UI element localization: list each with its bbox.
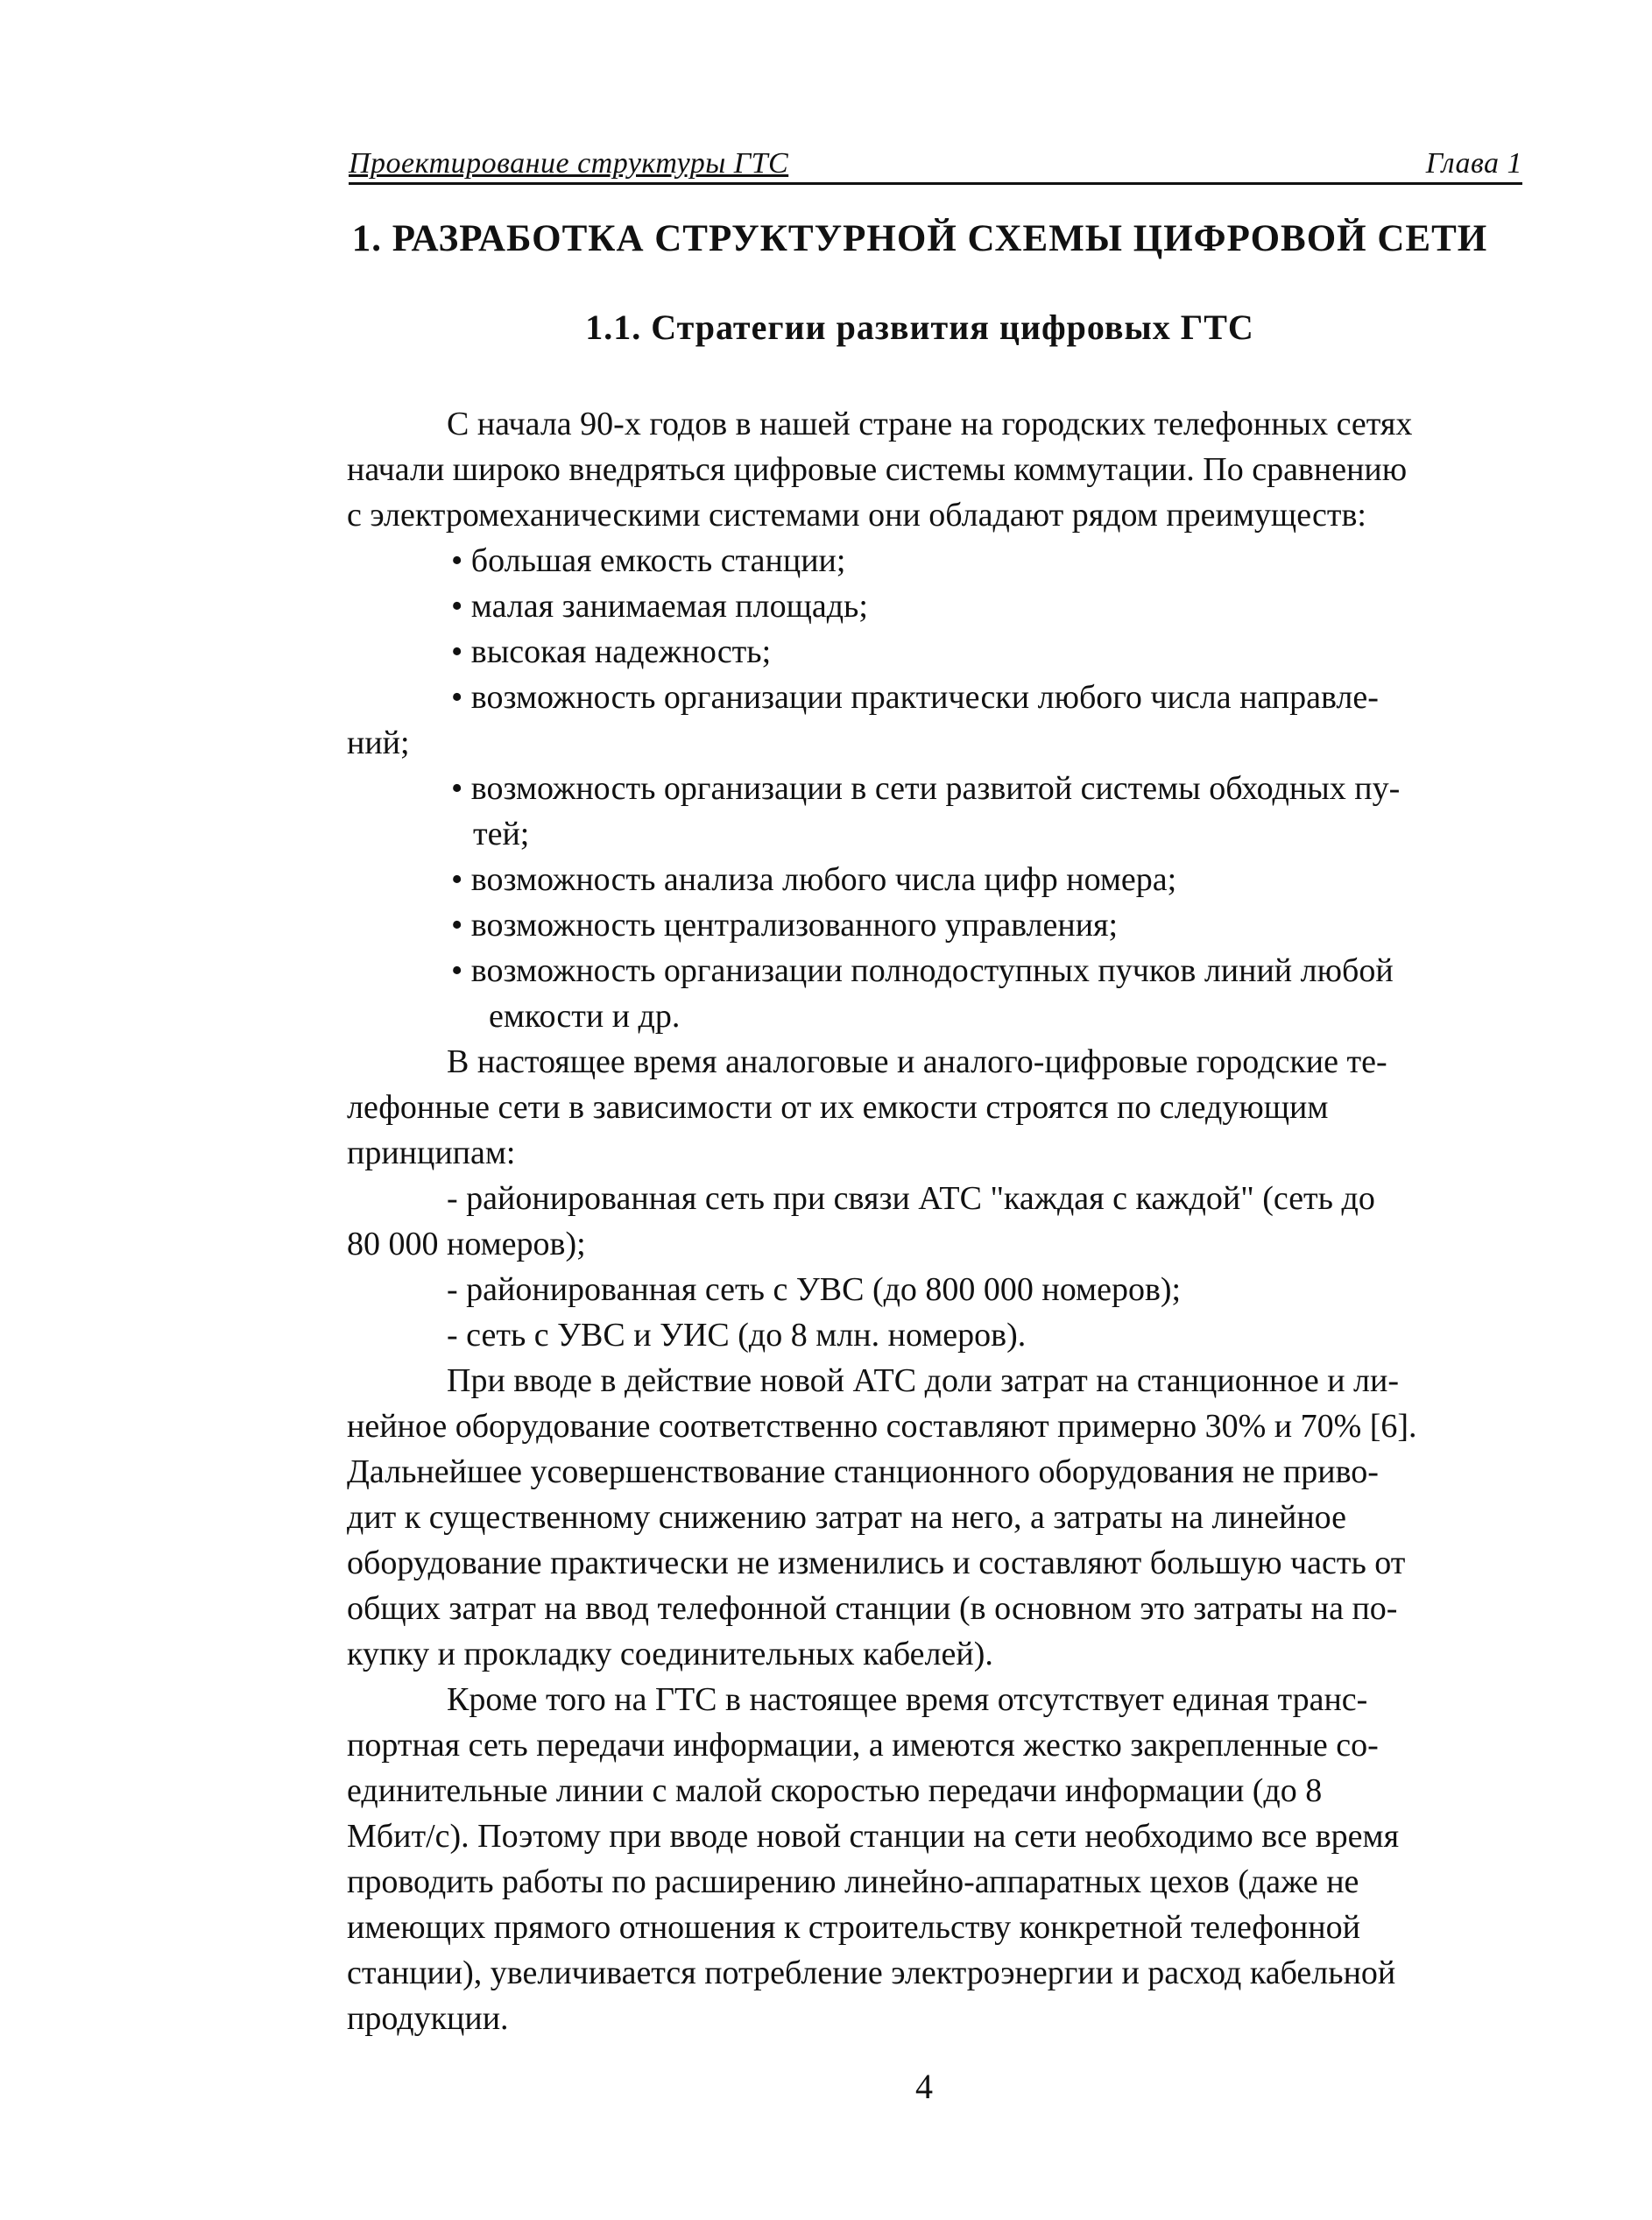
text-line: нейное оборудование соответственно составляют примерно 30% и 70% [6]. xyxy=(347,1408,1417,1445)
list-item: - районированная сеть с УВС (до 800 000 номеров); xyxy=(447,1271,1182,1308)
text-line: единительные линии с малой скоростью передачи информации (до 8 xyxy=(347,1772,1323,1809)
text-line: с электромеханическими системами они обладают рядом преимуществ: xyxy=(347,497,1366,534)
text-line: Дальнейшее усовершенствование станционного оборудования не приво- xyxy=(347,1453,1379,1490)
list-item: - сеть с УВС и УИС (до 8 млн. номеров). xyxy=(447,1317,1027,1354)
list-item: • возможность анализа любого числа цифр номера; xyxy=(451,861,1177,898)
section-title: 1.1. Стратегии развития цифровых ГТС xyxy=(585,308,1254,347)
text-line: продукции. xyxy=(347,2000,509,2037)
list-item: - районированная сеть при связи АТС "каждая с каждой" (сеть до xyxy=(447,1180,1375,1217)
text-line: Мбит/с). Поэтому при вводе новой станции на сети необходимо все время xyxy=(347,1818,1400,1855)
text-line: С начала 90-х годов в нашей стране на городских телефонных сетях xyxy=(447,406,1413,442)
list-item: • возможность организации в сети развитой системы обходных пу- xyxy=(451,770,1401,807)
text-line: дит к существенному снижению затрат на него, а затраты на линейное xyxy=(347,1499,1347,1536)
text-line: портная сеть передачи информации, а имеются жестко закрепленные со- xyxy=(347,1727,1379,1764)
list-item-continuation: 80 000 номеров); xyxy=(347,1226,586,1262)
list-item: • малая занимаемая площадь; xyxy=(451,588,868,625)
text-line: При вводе в действие новой АТС доли затрат на станционное и ли- xyxy=(447,1362,1400,1399)
text-line: общих затрат на ввод телефонной станции (в основном это затраты на по- xyxy=(347,1590,1398,1627)
text-line: станции), увеличивается потребление электроэнергии и расход кабельной xyxy=(347,1955,1396,1991)
header-chapter-label: Глава 1 xyxy=(1425,147,1522,180)
text-line: купку и прокладку соединительных кабелей). xyxy=(347,1636,993,1672)
text-line: В настоящее время аналоговые и аналого-цифровые городские те- xyxy=(447,1043,1387,1080)
list-item: • возможность организации полнодоступных пучков линий любой xyxy=(451,952,1394,989)
list-item-continuation: емкости и др. xyxy=(489,998,681,1035)
text-line: принципам: xyxy=(347,1135,516,1171)
list-item: • большая емкость станции; xyxy=(451,542,846,579)
list-item: • возможность централизованного управления; xyxy=(451,907,1119,944)
text-line: начали широко внедряться цифровые системы коммутации. По сравнению xyxy=(347,451,1408,488)
text-line: имеющих прямого отношения к строительству конкретной телефонной xyxy=(347,1909,1360,1946)
header-book-title: Проектирование структуры ГТС xyxy=(349,147,789,180)
list-item-continuation: ний; xyxy=(347,725,410,761)
page-number: 4 xyxy=(915,2067,933,2106)
list-item: • высокая надежность; xyxy=(451,633,772,670)
text-line: оборудование практически не изменились и составляют большую часть от xyxy=(347,1545,1406,1581)
list-item-continuation: тей; xyxy=(473,816,530,852)
list-item: • возможность организации практически любого числа направле- xyxy=(451,679,1379,716)
text-line: проводить работы по расширению линейно-аппаратных цехов (даже не xyxy=(347,1863,1359,1900)
chapter-title: 1. РАЗРАБОТКА СТРУКТУРНОЙ СХЕМЫ ЦИФРОВОЙ СЕТИ xyxy=(351,218,1488,259)
running-header xyxy=(349,147,1522,185)
text-line: лефонные сети в зависимости от их емкости строятся по следующим xyxy=(347,1089,1329,1126)
text-line: Кроме того на ГТС в настоящее время отсутствует единая транс- xyxy=(447,1681,1368,1718)
